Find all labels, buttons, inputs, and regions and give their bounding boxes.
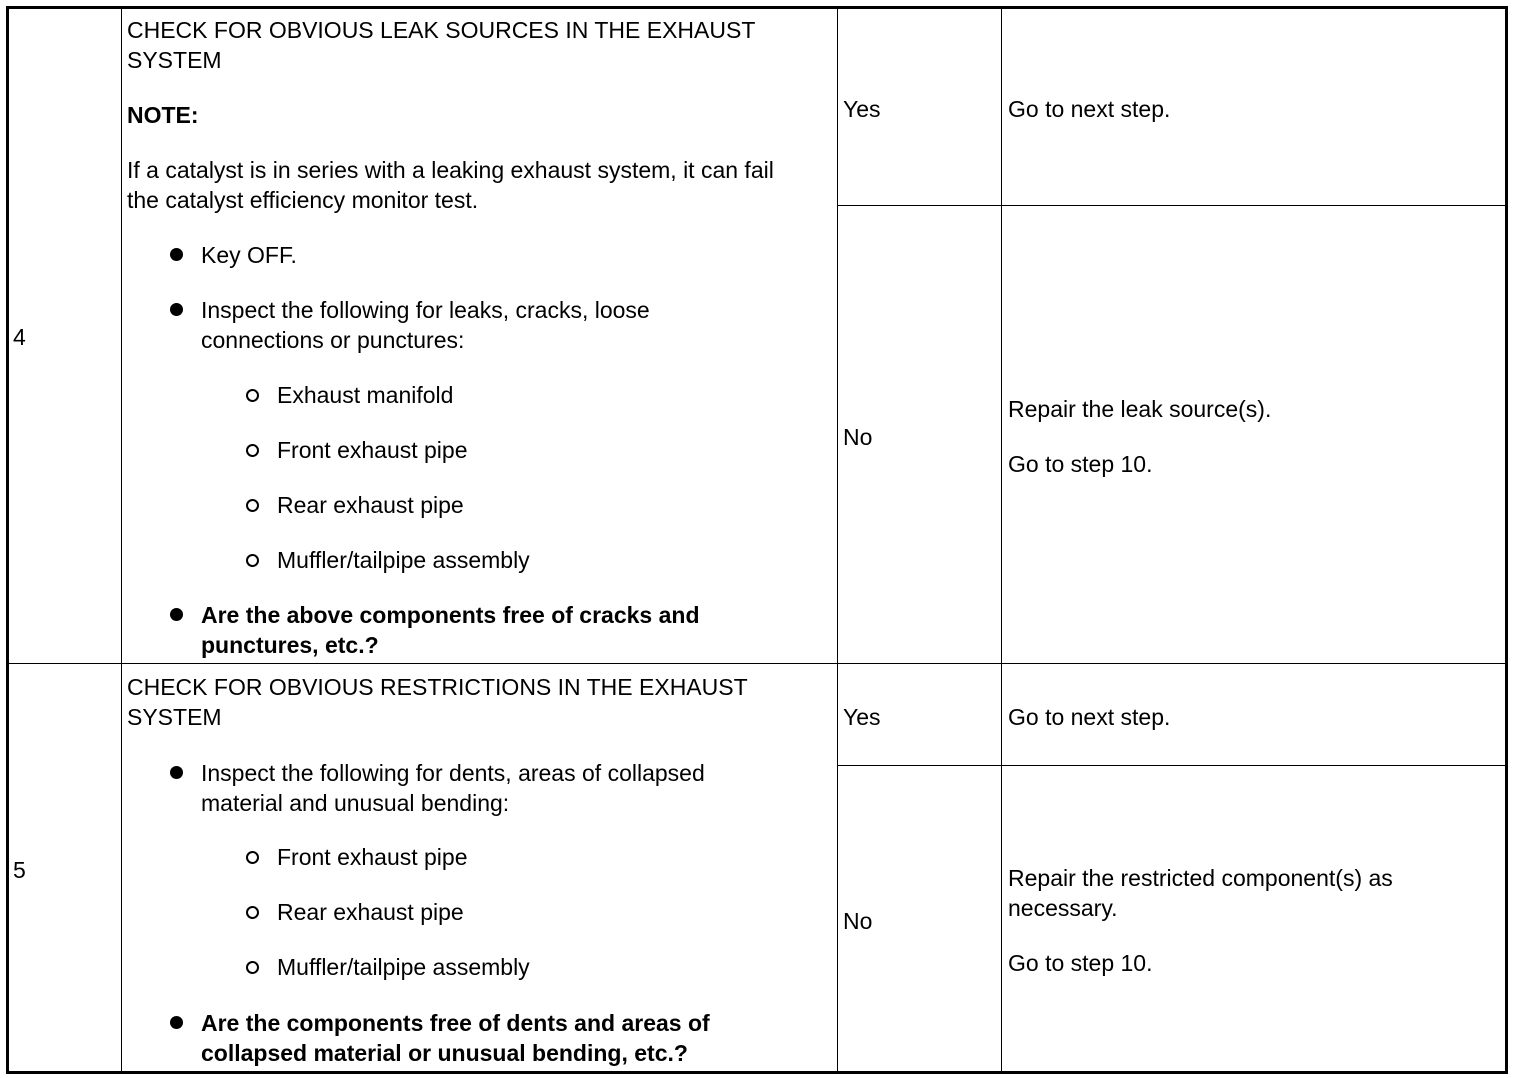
yes-action: Go to next step. — [1008, 96, 1171, 122]
bullet-icon — [170, 1016, 183, 1029]
sub-bullet-icon — [246, 554, 259, 567]
step-title: CHECK FOR OBVIOUS LEAK SOURCES IN THE EXHAUST — [127, 17, 756, 43]
yes-no-divider — [837, 765, 1505, 766]
step-number: 4 — [13, 324, 26, 350]
sub-bullet-icon — [246, 389, 259, 402]
component-item: Muffler/tailpipe assembly — [277, 547, 530, 573]
bullet-icon — [170, 248, 183, 261]
sub-bullet-icon — [246, 906, 259, 919]
component-item: Muffler/tailpipe assembly — [277, 954, 530, 980]
instruction-text: connections or punctures: — [201, 327, 465, 353]
question-text: collapsed material or unusual bending, etc.? — [201, 1040, 688, 1066]
no-action: Repair the leak source(s). — [1008, 396, 1272, 422]
step-title: CHECK FOR OBVIOUS RESTRICTIONS IN THE EXHAUST — [127, 674, 748, 700]
component-item: Rear exhaust pipe — [277, 492, 464, 518]
column-divider — [121, 9, 122, 1071]
note-text: the catalyst efficiency monitor test. — [127, 187, 479, 213]
diagnostic-table — [6, 6, 1508, 1074]
question-text: punctures, etc.? — [201, 632, 379, 658]
bullet-icon — [170, 608, 183, 621]
yes-no-divider — [837, 205, 1505, 206]
column-divider — [1001, 9, 1002, 1071]
note-text: If a catalyst is in series with a leaking exhaust system, it can fail — [127, 157, 774, 183]
component-item: Front exhaust pipe — [277, 844, 468, 870]
question-text: Are the above components free of cracks and — [201, 602, 700, 628]
yes-label: Yes — [843, 704, 881, 730]
no-label: No — [843, 908, 873, 934]
bullet-icon — [170, 766, 183, 779]
no-action: Go to step 10. — [1008, 950, 1153, 976]
sub-bullet-icon — [246, 499, 259, 512]
column-divider — [837, 9, 838, 1071]
bullet-icon — [170, 303, 183, 316]
sub-bullet-icon — [246, 444, 259, 457]
instruction-text: Inspect the following for leaks, cracks, loose — [201, 297, 650, 323]
component-item: Rear exhaust pipe — [277, 899, 464, 925]
component-item: Exhaust manifold — [277, 382, 454, 408]
instruction-text: material and unusual bending: — [201, 790, 510, 816]
yes-action: Go to next step. — [1008, 704, 1171, 730]
instruction-text: Inspect the following for dents, areas of collapsed — [201, 760, 705, 786]
note-label: NOTE: — [127, 102, 199, 128]
sub-bullet-icon — [246, 851, 259, 864]
yes-label: Yes — [843, 96, 881, 122]
question-text: Are the components free of dents and areas of — [201, 1010, 710, 1036]
row-divider — [9, 663, 1505, 664]
no-action: Repair the restricted component(s) as — [1008, 865, 1393, 891]
step-title: SYSTEM — [127, 704, 222, 730]
component-item: Front exhaust pipe — [277, 437, 468, 463]
instruction-text: Key OFF. — [201, 242, 297, 268]
sub-bullet-icon — [246, 961, 259, 974]
no-action: necessary. — [1008, 895, 1118, 921]
no-action: Go to step 10. — [1008, 451, 1153, 477]
no-label: No — [843, 424, 873, 450]
step-number: 5 — [13, 857, 26, 883]
step-title: SYSTEM — [127, 47, 222, 73]
